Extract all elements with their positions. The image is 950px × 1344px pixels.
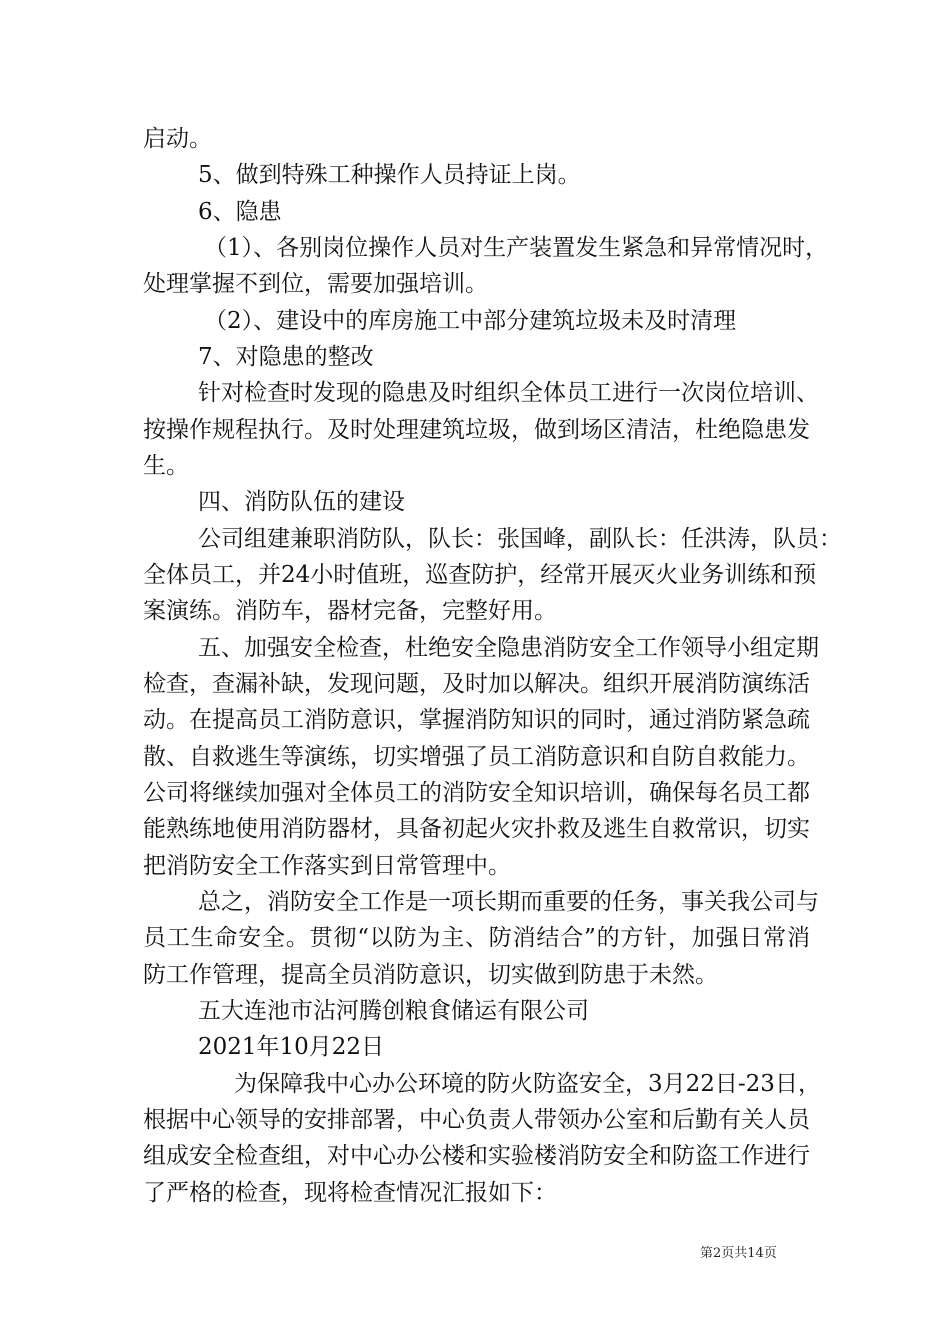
paragraph-line: 动。在提高员工消防意识，掌握消防知识的同时，通过消防紧急疏: [143, 707, 810, 733]
paragraph-line: 处理掌握不到位，需要加强培训。: [143, 271, 488, 297]
page-number: 第2页共14页: [700, 1246, 777, 1261]
paragraph-line: 全体员工，并24小时值班，巡查防护，经常开展灭火业务训练和预: [143, 562, 817, 588]
paragraph-line: 案演练。消防车，器材完备，完整好用。: [143, 598, 557, 624]
paragraph-line: 员工生命安全。贯彻“以防为主、防消结合”的方针，加强日常消: [143, 925, 810, 951]
paragraph-line: 五、加强安全检查，杜绝安全隐患消防安全工作领导小组定期: [198, 635, 819, 661]
paragraph-line: 公司组建兼职消防队，队长：张国峰，副队长：任洪涛，队员：: [198, 526, 842, 552]
paragraph-line: 5、做到特殊工种操作人员持证上岗。: [198, 162, 581, 188]
paragraph-line: 把消防安全工作落实到日常管理中。: [143, 853, 511, 879]
paragraph-line: 防工作管理，提高全员消防意识，切实做到防患于未然。: [143, 962, 718, 988]
paragraph-line: 组成安全检查组，对中心办公楼和实验楼消防安全和防盗工作进行: [143, 1143, 810, 1169]
paragraph-line: 能熟练地使用消防器材，具备初起火灾扑救及逃生自救常识，切实: [143, 816, 810, 842]
section-heading: 6、隐患: [198, 199, 282, 225]
paragraph-line: 针对检查时发现的隐患及时组织全体员工进行一次岗位培训、: [198, 380, 819, 406]
paragraph-line: 按操作规程执行。及时处理建筑垃圾，做到场区清洁，杜绝隐患发: [143, 417, 810, 443]
paragraph-line: 散、自救逃生等演练，切实增强了员工消防意识和自防自救能力。: [143, 744, 810, 770]
paragraph-line: 为保障我中心办公环境的防火防盗安全，3月22日-23日，: [234, 1071, 821, 1097]
paragraph-line: 生。: [143, 453, 189, 479]
paragraph-line: 了严格的检查，现将检查情况汇报如下：: [143, 1180, 557, 1206]
section-heading: 7、对隐患的整改: [198, 344, 374, 370]
paragraph-line: 总之，消防安全工作是一项长期而重要的任务，事关我公司与: [198, 889, 819, 915]
paragraph-line: 公司将继续加强对全体员工的消防安全知识培训，确保每名员工都: [143, 780, 810, 806]
date-line: 2021年10月22日: [198, 1034, 385, 1060]
paragraph-line: （1）、各别岗位操作人员对生产装置发生紧急和异常情况时，: [204, 235, 829, 261]
section-heading: 四、消防队伍的建设: [198, 489, 405, 515]
paragraph-line: 启动。: [143, 126, 212, 152]
paragraph-line: 根据中心领导的安排部署，中心负责人带领办公室和后勤有关人员: [143, 1107, 810, 1133]
paragraph-line: 检查，查漏补缺，发现问题，及时加以解决。组织开展消防演练活: [143, 671, 810, 697]
paragraph-line: （2）、建设中的库房施工中部分建筑垃圾未及时清理: [204, 308, 737, 334]
company-name: 五大连池市沾河腾创粮食储运有限公司: [198, 998, 589, 1024]
